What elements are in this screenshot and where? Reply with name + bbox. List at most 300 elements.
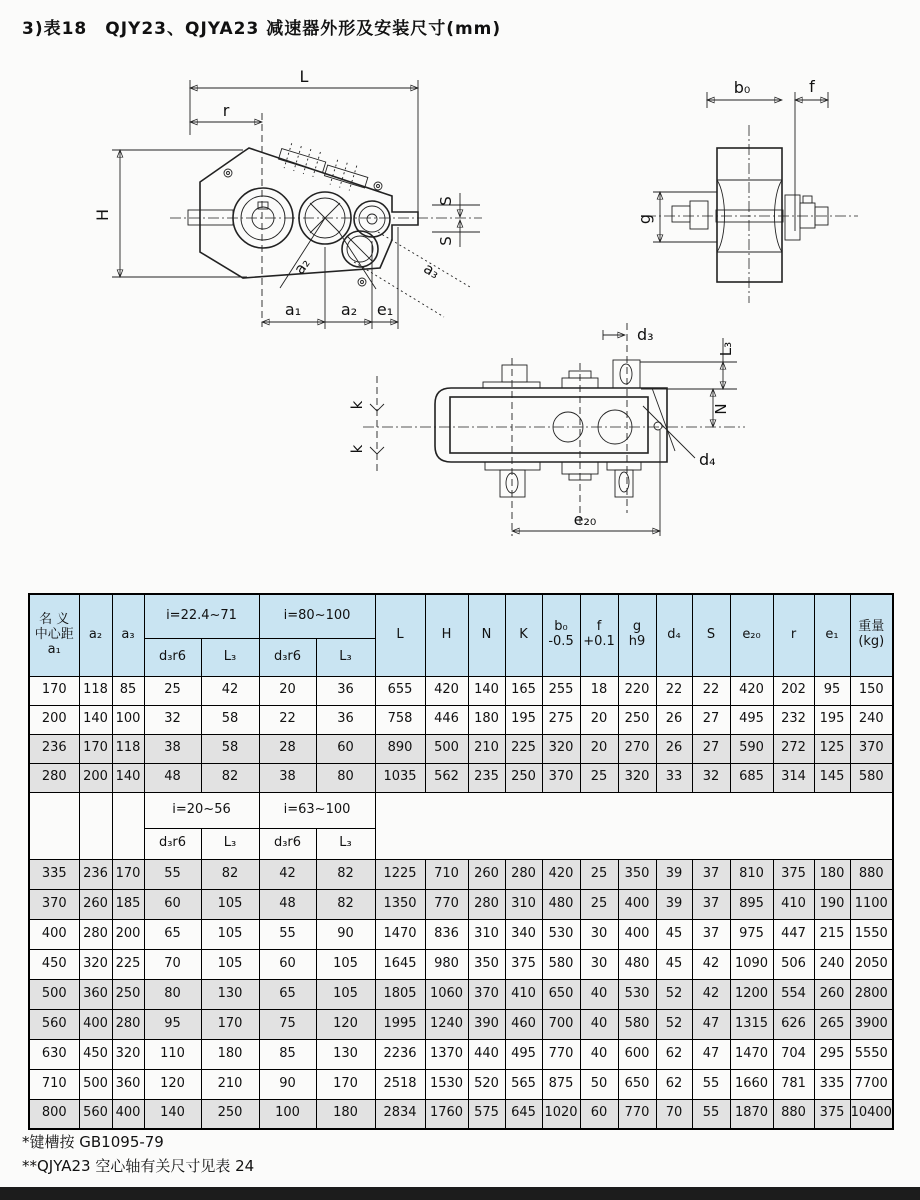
table-cell: 3900 (850, 1009, 893, 1039)
table-cell: 260 (814, 979, 850, 1009)
mid-header-L3-2: L₃ (316, 828, 375, 859)
table-cell: 118 (79, 676, 112, 705)
dim-label-d3: d₃ (637, 325, 654, 344)
mid-group-ratio-1: i=20~56 (144, 792, 259, 828)
table-cell: 2050 (850, 949, 893, 979)
dim-label-H: H (93, 208, 112, 222)
table-cell: 40 (580, 979, 618, 1009)
table-cell: 420 (730, 676, 773, 705)
col-header-a1: 名 义 中心距 a₁ (29, 594, 79, 676)
table-cell: 26 (656, 705, 692, 734)
dim-label-e1: e₁ (376, 300, 394, 319)
table-row (29, 763, 893, 792)
table-cell: 52 (656, 1009, 692, 1039)
table-cell: 150 (850, 676, 893, 705)
table-cell: 250 (618, 705, 656, 734)
table-cell: 1370 (425, 1039, 468, 1069)
table-cell: 27 (692, 734, 730, 763)
table-cell: 880 (773, 1099, 814, 1129)
dim-label-L: L (299, 67, 309, 86)
table-cell: 836 (425, 919, 468, 949)
table-cell: 1240 (425, 1009, 468, 1039)
table-cell: 530 (542, 919, 580, 949)
footnotes (22, 1130, 254, 1178)
table-cell: 58 (201, 705, 259, 734)
dim-label-k-lower: k (348, 444, 366, 454)
table-cell: 120 (144, 1069, 201, 1099)
dim-label-S-upper: S (437, 196, 455, 206)
dim-label-N: N (712, 403, 730, 415)
table-cell: 210 (468, 734, 505, 763)
table-cell: 32 (144, 705, 201, 734)
table-cell: 105 (201, 949, 259, 979)
table-cell: 580 (850, 763, 893, 792)
col-header-d4: d₄ (656, 594, 692, 676)
table-cell: 95 (144, 1009, 201, 1039)
table-cell: 350 (618, 859, 656, 889)
table-cell: 215 (814, 919, 850, 949)
page-bottom-rule (0, 1187, 920, 1200)
table-cell: 446 (425, 705, 468, 734)
table-cell: 650 (542, 979, 580, 1009)
drawing-end-view (630, 55, 920, 315)
table-cell: 685 (730, 763, 773, 792)
table-cell: 410 (773, 889, 814, 919)
footnote-hollow-shaft: **QJYA23 空心轴有关尺寸见表 24 (22, 1157, 255, 1175)
table-cell: 60 (144, 889, 201, 919)
table-cell: 280 (505, 859, 542, 889)
mid-header-L3-1: L₃ (201, 828, 259, 859)
table-cell: 50 (580, 1069, 618, 1099)
table-cell: 180 (201, 1039, 259, 1069)
table-cell: 500 (79, 1069, 112, 1099)
table-cell: 180 (316, 1099, 375, 1129)
table-cell: 975 (730, 919, 773, 949)
table-cell: 580 (618, 1009, 656, 1039)
table-row (29, 979, 893, 1009)
table-cell: 80 (316, 763, 375, 792)
table-cell: 185 (112, 889, 144, 919)
col-header-K: K (505, 594, 542, 676)
table-cell: 314 (773, 763, 814, 792)
table-cell: 225 (505, 734, 542, 763)
table-cell: 202 (773, 676, 814, 705)
table-cell: 280 (112, 1009, 144, 1039)
mid-header-empty-a3 (112, 792, 144, 859)
table-cell: 48 (144, 763, 201, 792)
table-cell: 495 (505, 1039, 542, 1069)
table-cell: 45 (656, 949, 692, 979)
wheel-and-shaft (672, 148, 828, 282)
table-cell: 895 (730, 889, 773, 919)
table-cell: 265 (814, 1009, 850, 1039)
table-cell: 500 (29, 979, 79, 1009)
table-cell: 58 (201, 734, 259, 763)
table-cell: 105 (316, 979, 375, 1009)
table-cell: 20 (580, 705, 618, 734)
table-cell: 25 (144, 676, 201, 705)
table-cell: 495 (730, 705, 773, 734)
table-cell: 100 (112, 705, 144, 734)
table-cell: 55 (692, 1069, 730, 1099)
table-cell: 400 (618, 889, 656, 919)
table-cell: 370 (29, 889, 79, 919)
table-cell: 180 (814, 859, 850, 889)
table-cell: 1225 (375, 859, 425, 889)
table-cell: 110 (144, 1039, 201, 1069)
table-row (29, 919, 893, 949)
table-cell: 36 (316, 676, 375, 705)
table-cell: 370 (468, 979, 505, 1009)
table-cell: 630 (29, 1039, 79, 1069)
table-cell: 1470 (730, 1039, 773, 1069)
table-cell: 80 (144, 979, 201, 1009)
table-cell: 195 (814, 705, 850, 734)
col-group-ratio-2: i=80~100 (259, 594, 375, 638)
table-cell: 37 (692, 919, 730, 949)
table-cell: 105 (201, 889, 259, 919)
table-cell: 200 (112, 919, 144, 949)
table-cell: 200 (79, 763, 112, 792)
table-cell: 105 (201, 919, 259, 949)
table-cell: 37 (692, 889, 730, 919)
table-cell: 400 (112, 1099, 144, 1129)
table-cell: 360 (112, 1069, 144, 1099)
table-cell: 82 (201, 763, 259, 792)
table-cell: 75 (259, 1009, 316, 1039)
table-cell: 770 (425, 889, 468, 919)
table-cell: 250 (112, 979, 144, 1009)
dim-label-a2: a₂ (340, 300, 358, 319)
table-cell: 554 (773, 979, 814, 1009)
table-cell: 645 (505, 1099, 542, 1129)
table-cell: 18 (580, 676, 618, 705)
col-header-e20: e₂₀ (730, 594, 773, 676)
table-cell: 530 (618, 979, 656, 1009)
dim-label-r: r (222, 101, 230, 120)
table-cell: 320 (112, 1039, 144, 1069)
table-cell: 100 (259, 1099, 316, 1129)
table-cell: 38 (259, 763, 316, 792)
mid-header-empty-right (375, 792, 893, 859)
table-cell: 280 (79, 919, 112, 949)
table-cell: 22 (692, 676, 730, 705)
footnote-keyway: *键槽按 GB1095-79 (22, 1133, 164, 1151)
table-cell: 980 (425, 949, 468, 979)
table-cell: 450 (29, 949, 79, 979)
table-cell: 1020 (542, 1099, 580, 1129)
table-cell: 275 (542, 705, 580, 734)
table-cell: 1805 (375, 979, 425, 1009)
table-cell: 1530 (425, 1069, 468, 1099)
table-cell: 125 (814, 734, 850, 763)
table-cell: 60 (316, 734, 375, 763)
table-cell: 140 (112, 763, 144, 792)
table-cell: 310 (505, 889, 542, 919)
table-cell: 27 (692, 705, 730, 734)
table-cell: 37 (692, 859, 730, 889)
table-cell: 562 (425, 763, 468, 792)
col-header-a3: a₃ (112, 594, 144, 676)
table-cell: 90 (316, 919, 375, 949)
table-cell: 350 (468, 949, 505, 979)
table-cell: 590 (730, 734, 773, 763)
table-cell: 33 (656, 763, 692, 792)
col-header-b0: b₀ -0.5 (542, 594, 580, 676)
table-cell: 85 (259, 1039, 316, 1069)
table-cell: 1035 (375, 763, 425, 792)
table-cell: 10400 (850, 1099, 893, 1129)
table-cell: 5550 (850, 1039, 893, 1069)
table-cell: 400 (29, 919, 79, 949)
table-cell: 280 (29, 763, 79, 792)
table-cell: 25 (580, 889, 618, 919)
table-cell: 335 (29, 859, 79, 889)
table-cell: 2834 (375, 1099, 425, 1129)
table-cell: 758 (375, 705, 425, 734)
table-cell: 220 (618, 676, 656, 705)
table-cell: 1200 (730, 979, 773, 1009)
table-cell: 710 (425, 859, 468, 889)
table-cell: 375 (505, 949, 542, 979)
table-cell: 1100 (850, 889, 893, 919)
col-header-r: r (773, 594, 814, 676)
table-cell: 236 (29, 734, 79, 763)
col-header-e1: e₁ (814, 594, 850, 676)
table-cell: 1350 (375, 889, 425, 919)
table-cell: 320 (79, 949, 112, 979)
table-cell: 375 (814, 1099, 850, 1129)
table-cell: 450 (79, 1039, 112, 1069)
table-cell: 39 (656, 889, 692, 919)
table-cell: 255 (542, 676, 580, 705)
table-cell: 118 (112, 734, 144, 763)
table-cell: 55 (692, 1099, 730, 1129)
table-cell: 48 (259, 889, 316, 919)
table-cell: 165 (505, 676, 542, 705)
table-cell: 82 (316, 889, 375, 919)
table-cell: 2236 (375, 1039, 425, 1069)
table-cell: 390 (468, 1009, 505, 1039)
table-cell: 60 (580, 1099, 618, 1129)
table-cell: 770 (618, 1099, 656, 1129)
table-cell: 32 (692, 763, 730, 792)
table-cell: 626 (773, 1009, 814, 1039)
table-cell: 800 (29, 1099, 79, 1129)
table-cell: 240 (850, 705, 893, 734)
table-cell: 70 (656, 1099, 692, 1129)
col-header-g: g h9 (618, 594, 656, 676)
table-cell: 440 (468, 1039, 505, 1069)
table-cell: 42 (201, 676, 259, 705)
table-cell: 180 (468, 705, 505, 734)
col-header-a2: a₂ (79, 594, 112, 676)
table-cell: 360 (79, 979, 112, 1009)
table-cell: 781 (773, 1069, 814, 1099)
table-cell: 560 (29, 1009, 79, 1039)
mid-header-d3r6-2: d₃r6 (259, 828, 316, 859)
table-cell: 810 (730, 859, 773, 889)
table-row (29, 734, 893, 763)
table-cell: 65 (144, 919, 201, 949)
table-cell: 1550 (850, 919, 893, 949)
table-cell: 565 (505, 1069, 542, 1099)
table-row (29, 676, 893, 705)
table-cell: 272 (773, 734, 814, 763)
table-cell: 60 (259, 949, 316, 979)
table-cell: 250 (201, 1099, 259, 1129)
col-header-L: L (375, 594, 425, 676)
table-cell: 1470 (375, 919, 425, 949)
table-row (29, 705, 893, 734)
table-cell: 1645 (375, 949, 425, 979)
table-cell: 880 (850, 859, 893, 889)
end-view-dimension-lines (645, 92, 858, 303)
table-cell: 195 (505, 705, 542, 734)
table-cell: 25 (580, 763, 618, 792)
table-cell: 1760 (425, 1099, 468, 1129)
table-cell: 295 (814, 1039, 850, 1069)
table-body-bottom (29, 859, 893, 1129)
mid-header-empty-a2 (79, 792, 112, 859)
breather-plugs (276, 141, 370, 195)
table-cell: 130 (316, 1039, 375, 1069)
table-cell: 600 (618, 1039, 656, 1069)
table-cell: 250 (505, 763, 542, 792)
table-cell: 20 (580, 734, 618, 763)
col-group-ratio-1: i=22.4~71 (144, 594, 259, 638)
table-row (29, 1009, 893, 1039)
dim-label-a1: a₁ (284, 300, 302, 319)
table-cell: 55 (144, 859, 201, 889)
side-view-dimension-lines (112, 80, 482, 327)
table-mid-header (29, 792, 893, 859)
table-cell: 260 (79, 889, 112, 919)
table-cell: 260 (468, 859, 505, 889)
table-cell: 1090 (730, 949, 773, 979)
table-cell: 47 (692, 1009, 730, 1039)
table-cell: 40 (580, 1009, 618, 1039)
table-cell: 575 (468, 1099, 505, 1129)
table-row (29, 889, 893, 919)
dim-label-f: f (809, 77, 815, 96)
table-row (29, 1099, 893, 1129)
table-cell: 140 (79, 705, 112, 734)
table-cell: 340 (505, 919, 542, 949)
dim-label-b0: b₀ (733, 78, 751, 97)
table-cell: 200 (29, 705, 79, 734)
table-cell: 270 (618, 734, 656, 763)
table-cell: 145 (814, 763, 850, 792)
page-title: 3)表18 QJY23、QJYA23 减速器外形及安装尺寸(mm) (22, 19, 502, 39)
table-cell: 42 (692, 979, 730, 1009)
table-cell: 2518 (375, 1069, 425, 1099)
table-cell: 82 (316, 859, 375, 889)
table-cell: 30 (580, 919, 618, 949)
table-cell: 320 (542, 734, 580, 763)
table-cell: 370 (542, 763, 580, 792)
table-cell: 95 (814, 676, 850, 705)
col-header-L3-1: L₃ (201, 638, 259, 676)
table-cell: 335 (814, 1069, 850, 1099)
drawing-side-view (92, 55, 502, 335)
table-cell: 90 (259, 1069, 316, 1099)
table-cell: 190 (814, 889, 850, 919)
dim-label-S-lower: S (437, 236, 455, 246)
table-cell: 770 (542, 1039, 580, 1069)
table-cell: 890 (375, 734, 425, 763)
table-cell: 560 (79, 1099, 112, 1129)
table-cell: 140 (468, 676, 505, 705)
table-header (29, 594, 893, 676)
table-cell: 25 (580, 859, 618, 889)
table-row (29, 859, 893, 889)
table-cell: 704 (773, 1039, 814, 1069)
table-cell: 320 (618, 763, 656, 792)
dimension-table (28, 593, 894, 1130)
side-view-right-dims (280, 193, 480, 317)
table-cell: 210 (201, 1069, 259, 1099)
table-cell: 70 (144, 949, 201, 979)
dim-label-d4: d₄ (699, 450, 716, 469)
table-cell: 85 (112, 676, 144, 705)
table-cell: 22 (656, 676, 692, 705)
col-header-N: N (468, 594, 505, 676)
table-cell: 42 (692, 949, 730, 979)
table-cell: 140 (144, 1099, 201, 1129)
table-body-top (29, 676, 893, 792)
col-header-S: S (692, 594, 730, 676)
table-cell: 310 (468, 919, 505, 949)
table-cell: 447 (773, 919, 814, 949)
table-cell: 370 (850, 734, 893, 763)
table-cell: 39 (656, 859, 692, 889)
table-row (29, 1039, 893, 1069)
col-header-f: f +0.1 (580, 594, 618, 676)
col-header-d3r6-1: d₃r6 (144, 638, 201, 676)
table-cell: 45 (656, 919, 692, 949)
table-cell: 170 (201, 1009, 259, 1039)
table-cell: 1995 (375, 1009, 425, 1039)
table-cell: 480 (542, 889, 580, 919)
table-cell: 700 (542, 1009, 580, 1039)
table-cell: 225 (112, 949, 144, 979)
table-cell: 42 (259, 859, 316, 889)
table-cell: 170 (112, 859, 144, 889)
table-cell: 170 (79, 734, 112, 763)
table-cell: 710 (29, 1069, 79, 1099)
dim-label-g: g (635, 213, 654, 225)
table-cell: 20 (259, 676, 316, 705)
table-cell: 420 (542, 859, 580, 889)
table-cell: 120 (316, 1009, 375, 1039)
table-cell: 22 (259, 705, 316, 734)
top-view-centerlines (363, 323, 745, 536)
table-cell: 82 (201, 859, 259, 889)
table-cell: 36 (316, 705, 375, 734)
table-cell: 650 (618, 1069, 656, 1099)
table-cell: 47 (692, 1039, 730, 1069)
housing-top-view (435, 360, 695, 497)
table-cell: 1060 (425, 979, 468, 1009)
table-cell: 500 (425, 734, 468, 763)
table-cell: 2800 (850, 979, 893, 1009)
table-cell: 1660 (730, 1069, 773, 1099)
table-cell: 130 (201, 979, 259, 1009)
col-header-H: H (425, 594, 468, 676)
table-cell: 1870 (730, 1099, 773, 1129)
dim-label-L3: L₃ (717, 341, 735, 357)
